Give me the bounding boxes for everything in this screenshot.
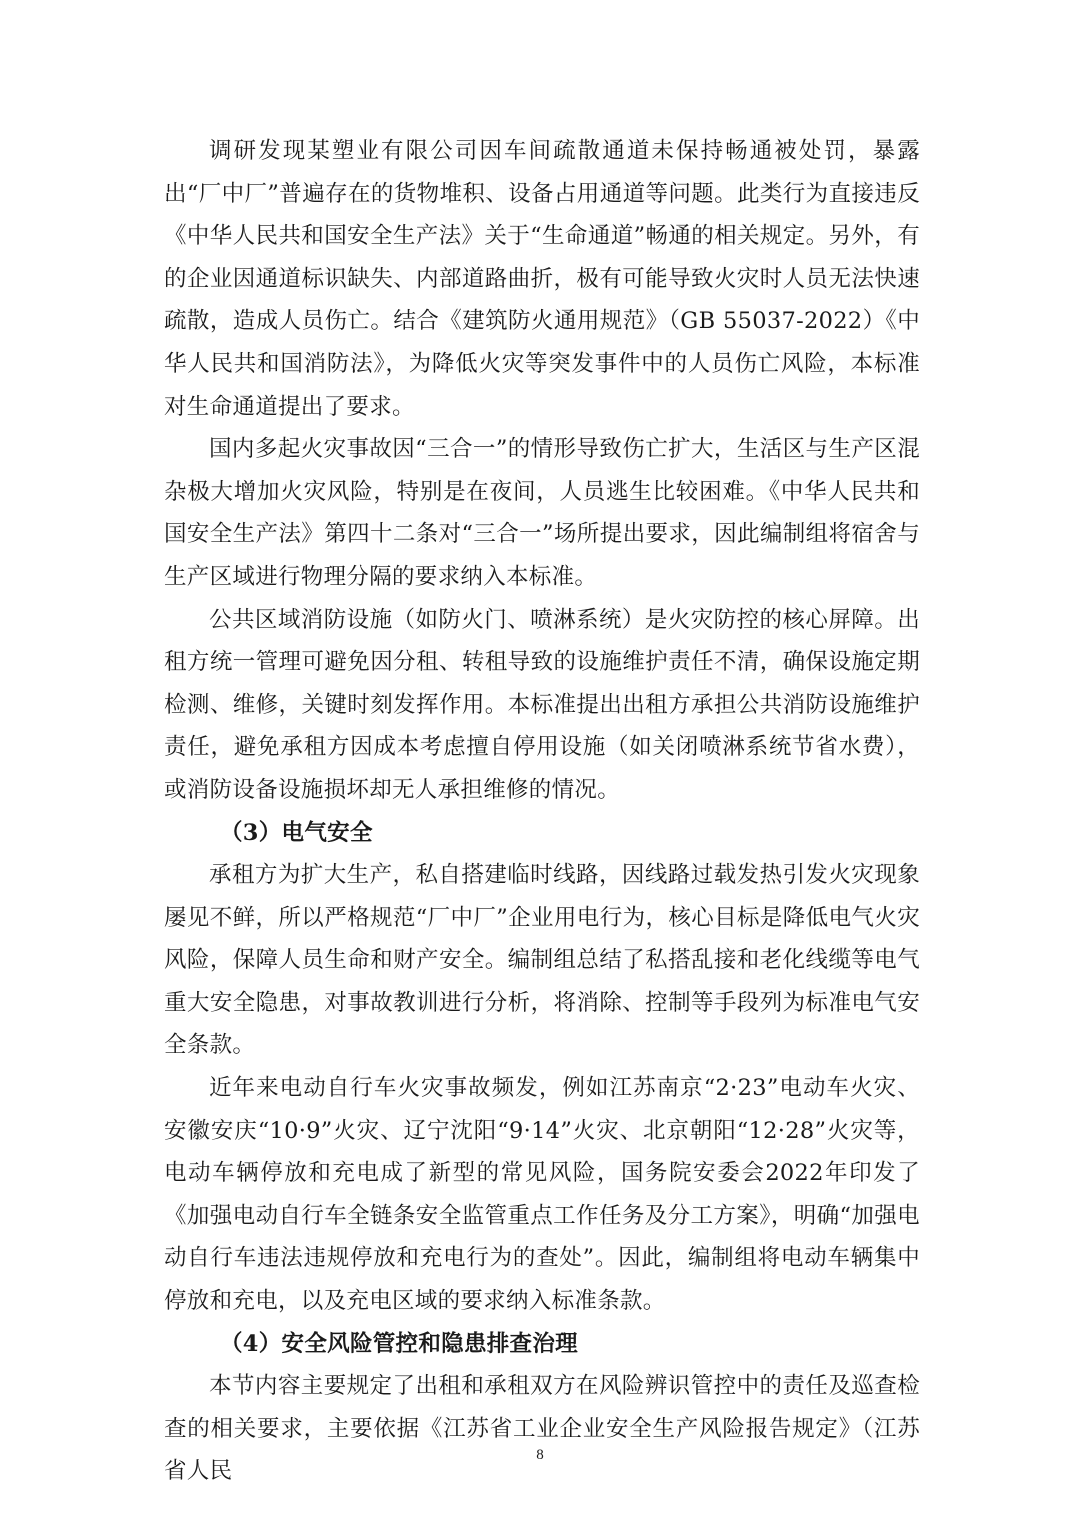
paragraph-three-in-one: 国内多起火灾事故因“三合一”的情形导致伤亡扩大，生活区与生产区混杂极大增加火灾风险，特别是在夜间，人员逃生比较困难。《中华人民共和国安全生产法》第四十二条对“三合一”场所提出要求，因此编制组将宿舍与生产区域进行物理分隔的要求纳入本标准。 [164, 436, 920, 590]
paragraph-public-fire-facilities: 公共区域消防设施（如防火门、喷淋系统）是火灾防控的核心屏障。出租方统一管理可避免因分租、转租导致的设施维护责任不清，确保设施定期检测、维修，关键时刻发挥作用。本标准提出出租方承担公共消防设施维护责任，避免承租方因成本考虑擅自停用设施（如关闭喷淋系统节省水费），或消防设备设施损坏却无人承担维修的情况。 [164, 606, 920, 803]
section-heading-risk-control: （4）安全风险管控和隐患排查治理 [220, 1330, 578, 1357]
paragraph-evacuation-passage: 调研发现某塑业有限公司因车间疏散通道未保持畅通被处罚，暴露出“厂中厂”普遍存在的货物堆积、设备占用通道等问题。此类行为直接违反《中华人民共和国安全生产法》关于“生命通道”畅通的相关规定。另外，有的企业因通道标识缺失、内部道路曲折，极有可能导致火灾时人员无法快速疏散，造成人员伤亡。结合《建筑防火通用规范》（GB 55037-2022）《中华人民共和国消防法》，为降低火灾等突发事件中的人员伤亡风险，本标准对生命通道提出了要求。 [164, 138, 920, 420]
page-number: 8 [536, 1447, 544, 1463]
paragraph-e-bike-fires: 近年来电动自行车火灾事故频发，例如江苏南京“2·23”电动车火灾、安徽安庆“10·9”火灾、辽宁沈阳“9·14”火灾、北京朝阳“12·28”火灾等，电动车辆停放和充电成了新型的常见风险，国务院安委会2022年印发了《加强电动自行车全链条安全监管重点工作任务及分工方案》，明确“加强电动自行车违法违规停放和充电行为的查处”。因此，编制组将电动车辆集中停放和充电，以及充电区域的要求纳入标准条款。 [164, 1075, 920, 1315]
document-body [164, 130, 920, 1493]
paragraph-temporary-wiring: 承租方为扩大生产，私自搭建临时线路，因线路过载发热引发火灾现象屡见不鲜，所以严格规范“厂中厂”企业用电行为，核心目标是降低电气火灾风险，保障人员生命和财产安全。编制组总结了私搭乱接和老化线缆等电气重大安全隐患，对事故教训进行分析，将消除、控制等手段列为标准电气安全条款。 [164, 862, 920, 1059]
paragraph-risk-identification: 本节内容主要规定了出租和承租双方在风险辨识管控中的责任及巡查检查的相关要求，主要依据《江苏省工业企业安全生产风险报告规定》（江苏省人民 [164, 1373, 920, 1485]
section-heading-electrical-safety: （3）电气安全 [220, 819, 373, 846]
